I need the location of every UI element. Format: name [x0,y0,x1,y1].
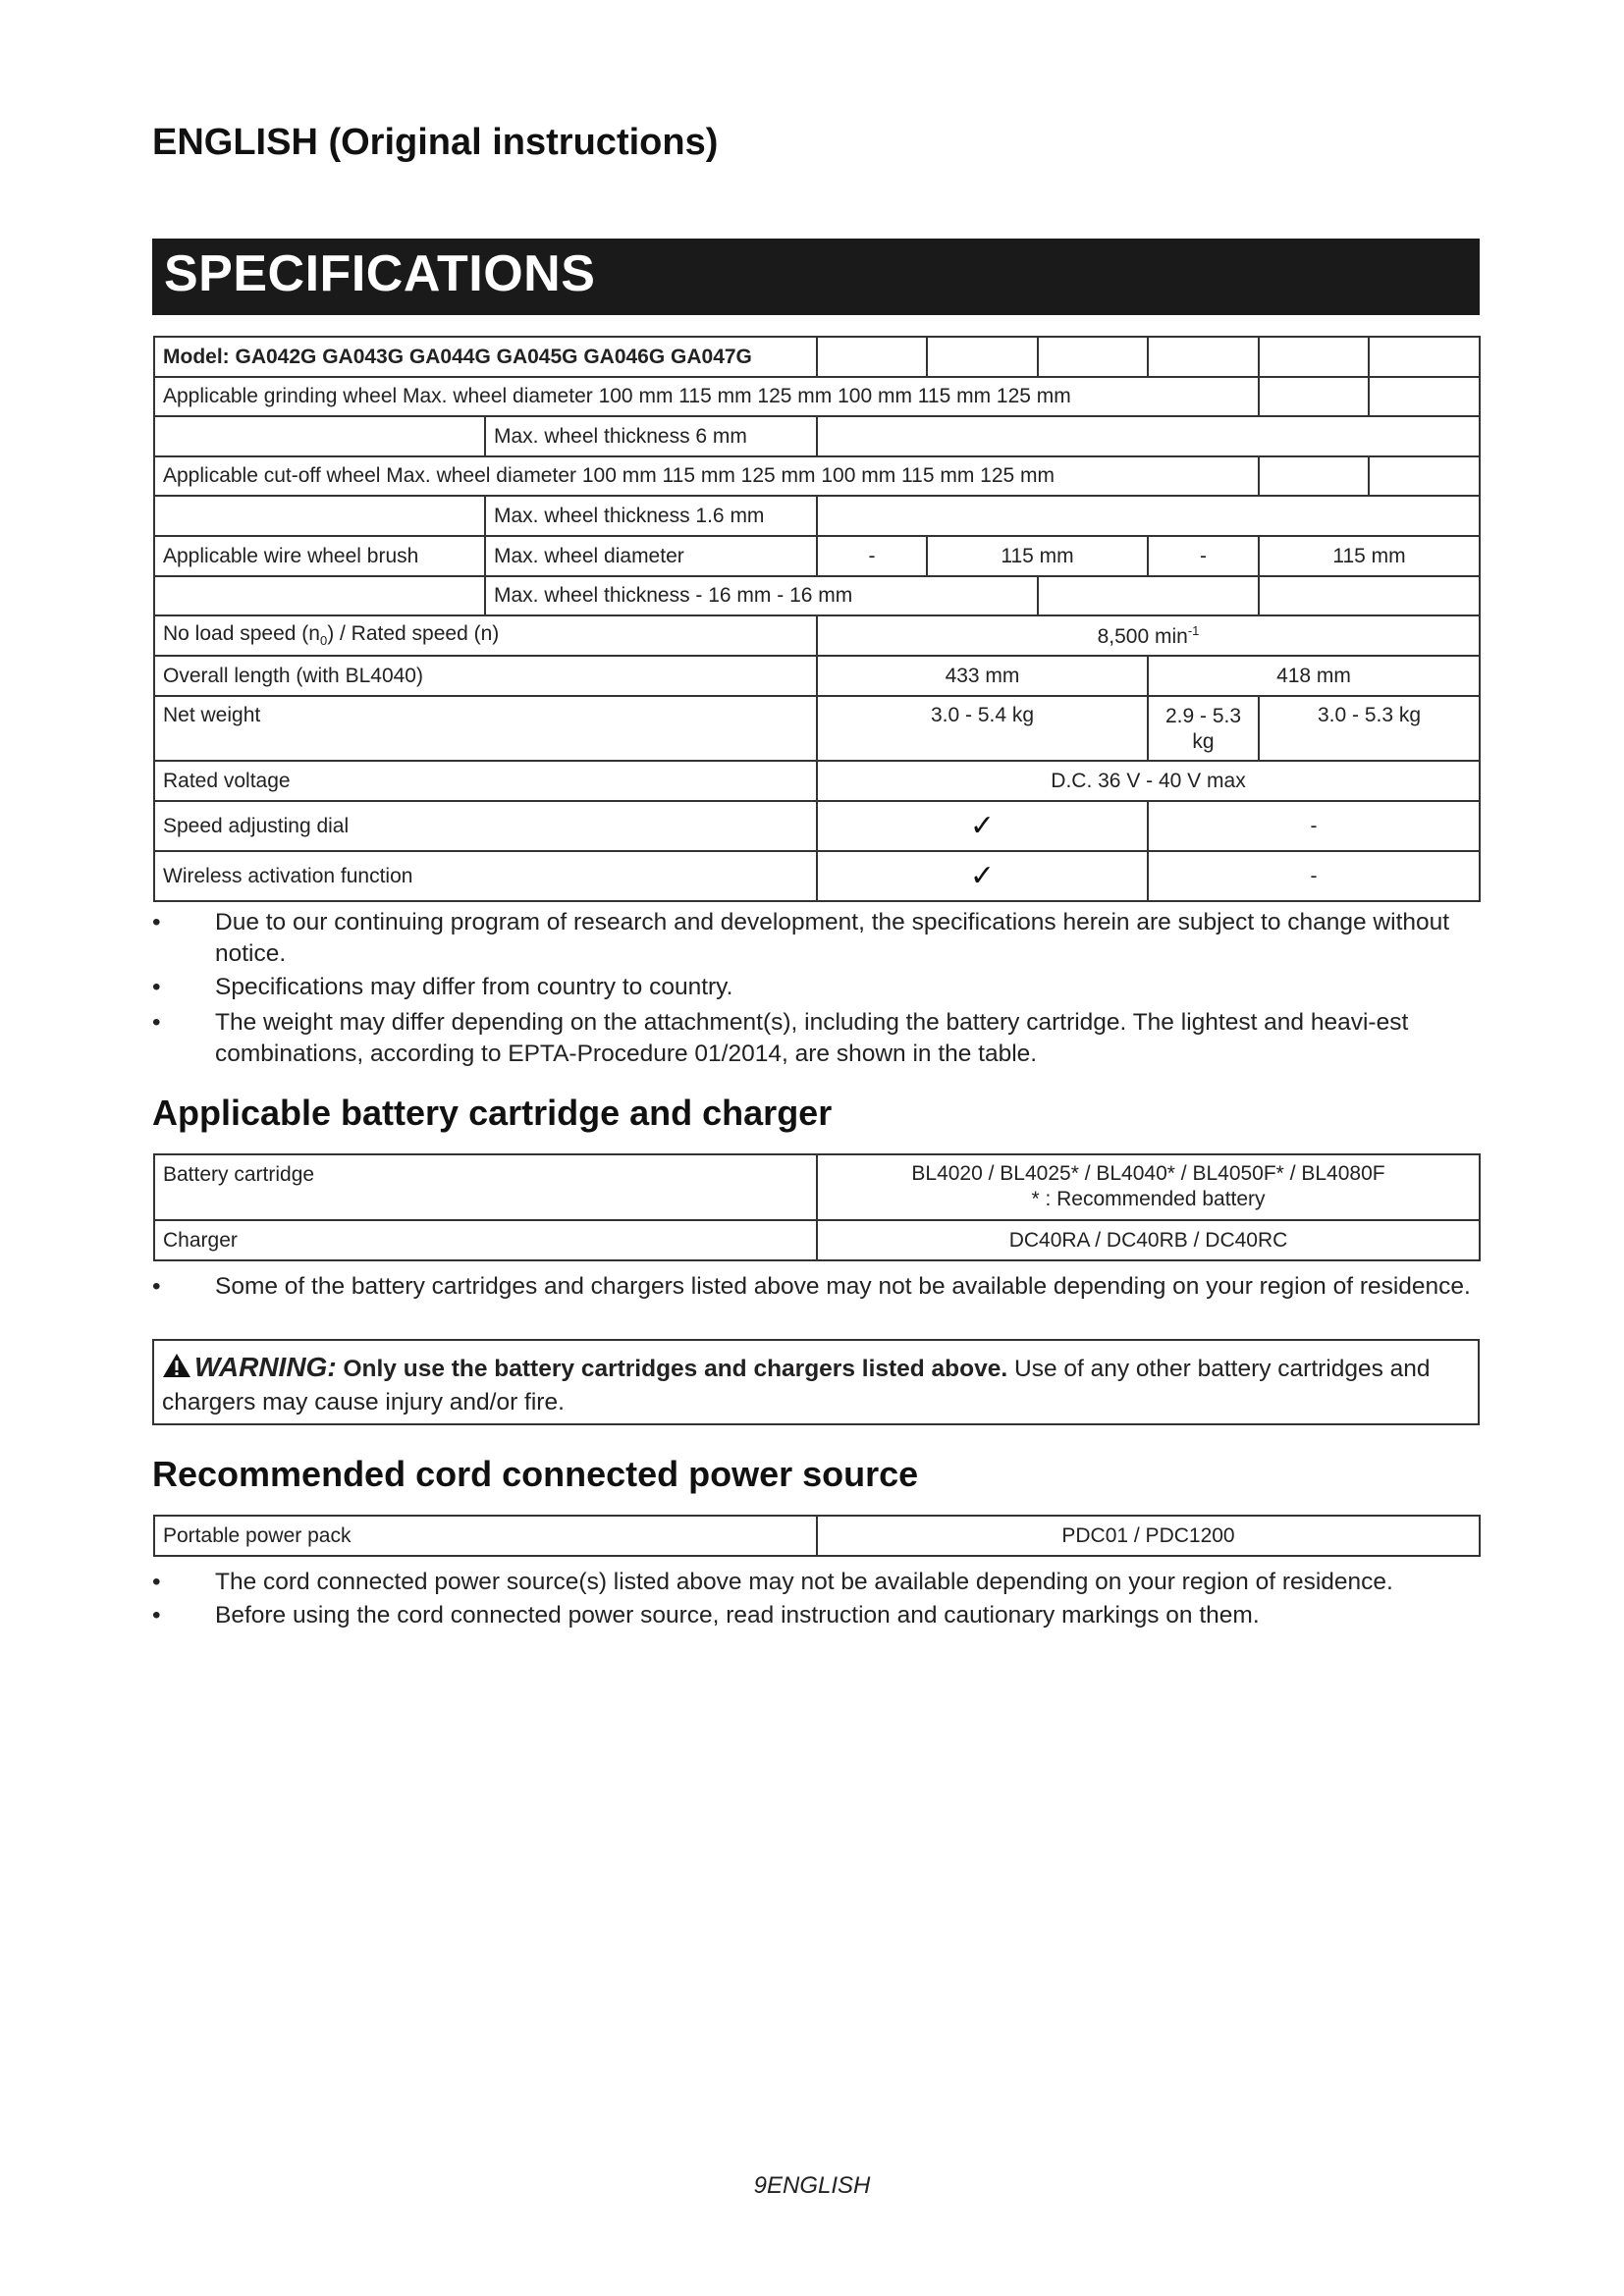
battery-table [153,1153,1481,1261]
recommended-battery-note: * : Recommended battery [1031,1188,1266,1210]
table-row [154,416,1480,456]
wireless-label: Wireless activation function [154,851,817,901]
table-row [154,1220,1480,1260]
table-row [154,377,1480,416]
net-weight-value: 3.0 - 5.3 kg [1259,696,1480,761]
battery-notes [152,1271,1482,1303]
list-item: • Before using the cord connected power source, read instruction and cautionary markings on them. [152,1602,1260,1629]
speed-dial-label: Speed adjusting dial [154,801,817,851]
table-row [154,656,1480,696]
table-row [154,761,1480,801]
charger-label: Charger [154,1220,817,1260]
battery-label: Battery cartridge [154,1154,817,1220]
table-row [154,576,1480,615]
speed-dial-value [817,801,1148,851]
power-pack-value: PDC01 / PDC1200 [817,1516,1480,1556]
overall-length-label: Overall length (with BL4040) [154,656,817,696]
language-title: ENGLISH (Original instructions) [152,122,719,163]
list-item: • Due to our continuing program of research and development, the specifications herein are subject to change without notice. [152,909,1450,967]
warning-label: WARNING: [194,1352,337,1382]
battery-value: BL4020 / BL4025* / BL4040* / BL4050F* / BL4080F * : Recommended battery [817,1154,1480,1220]
table-row [154,1154,1480,1220]
page-number: 9ENGLISH [753,2172,871,2199]
table-row [154,456,1480,496]
table-row [154,615,1480,656]
no-load-speed-label: No load speed $(n_0)$ / Rated speed (n) [154,615,817,656]
wireless-value [817,851,1148,901]
wire-brush-diameter-value: - [1148,536,1259,576]
spec-notes [152,907,1482,1070]
power-source-section-title: Recommended cord connected power source [152,1454,919,1494]
table-row [154,496,1480,536]
rated-voltage-label: Rated voltage [154,761,817,801]
net-weight-value: 3.0 - 5.4 kg [817,696,1148,761]
wireless-value: - [1148,851,1480,901]
wire-brush-diameter-label: Max. wheel diameter [485,536,817,576]
battery-section-title: Applicable battery cartridge and charger [152,1093,833,1133]
wire-brush-label: Applicable wire wheel brush [154,536,485,576]
table-row [154,696,1480,761]
power-pack-label: Portable power pack [154,1516,817,1556]
checkmark-icon: ✓ [969,859,996,892]
wire-brush-diameter-value: 115 mm [927,536,1148,576]
power-source-table [153,1515,1481,1557]
list-item: • The weight may differ depending on the attachment(s), including the battery cartridge. The lightest and heavi-est combinations, according to EPTA-Procedure 01/2014, are shown in the table. [152,1009,1409,1067]
speed-dial-value: - [1148,801,1480,851]
wire-brush-diameter-value: 115 mm [1259,536,1480,576]
grinding-wheel-thickness: Max. wheel thickness 6 mm [485,416,817,456]
warning-bold-text: Only use the battery cartridges and chargers listed above. [343,1356,1008,1382]
wire-brush-thickness: Max. wheel thickness - 16 mm - 16 mm [485,576,1038,615]
warning-icon [162,1353,191,1387]
power-source-notes [152,1567,1590,1631]
table-row [154,801,1480,851]
table-row [154,1516,1480,1556]
overall-length-value: 433 mm [817,656,1148,696]
cutoff-wheel-thickness: Max. wheel thickness 1.6 mm [485,496,817,536]
model-row: Model: GA042G GA043G GA044G GA045G GA046G GA047G [154,337,817,377]
table-row [154,851,1480,901]
rated-voltage-value: D.C. 36 V - 40 V max [817,761,1480,801]
cutoff-wheel-label: Applicable cut-off wheel Max. wheel diameter 100 mm 115 mm 125 mm 100 mm 115 mm 125 mm [154,456,1259,496]
no-load-speed-value: 8,500 $\min^{-1}$ [817,615,1480,656]
table-row [154,337,1480,377]
grinding-wheel-label: Applicable grinding wheel Max. wheel diameter 100 mm 115 mm 125 mm 100 mm 115 mm 125 mm [154,377,1259,416]
table-row [154,536,1480,576]
list-item: • Some of the battery cartridges and chargers listed above may not be available depending on your region of residence. [152,1273,1471,1300]
specifications-title: SPECIFICATIONS [164,245,596,302]
checkmark-icon: ✓ [969,809,996,842]
charger-value: DC40RA / DC40RB / DC40RC [817,1220,1480,1260]
list-item: • The cord connected power source(s) listed above may not be available depending on your region of residence. [152,1569,1393,1595]
overall-length-value: 418 mm [1148,656,1480,696]
net-weight-label: Net weight [154,696,817,761]
list-item: • Specifications may differ from country to country. [152,974,733,1000]
specifications-table [153,336,1481,902]
warning-box [152,1339,1480,1425]
wire-brush-diameter-value: - [817,536,927,576]
specifications-banner [152,239,1480,315]
net-weight-value: 2.9 - 5.3 kg [1148,696,1259,761]
warning-text: Use of any other battery cartridges and chargers may cause injury and/or fire. [162,1356,1431,1415]
